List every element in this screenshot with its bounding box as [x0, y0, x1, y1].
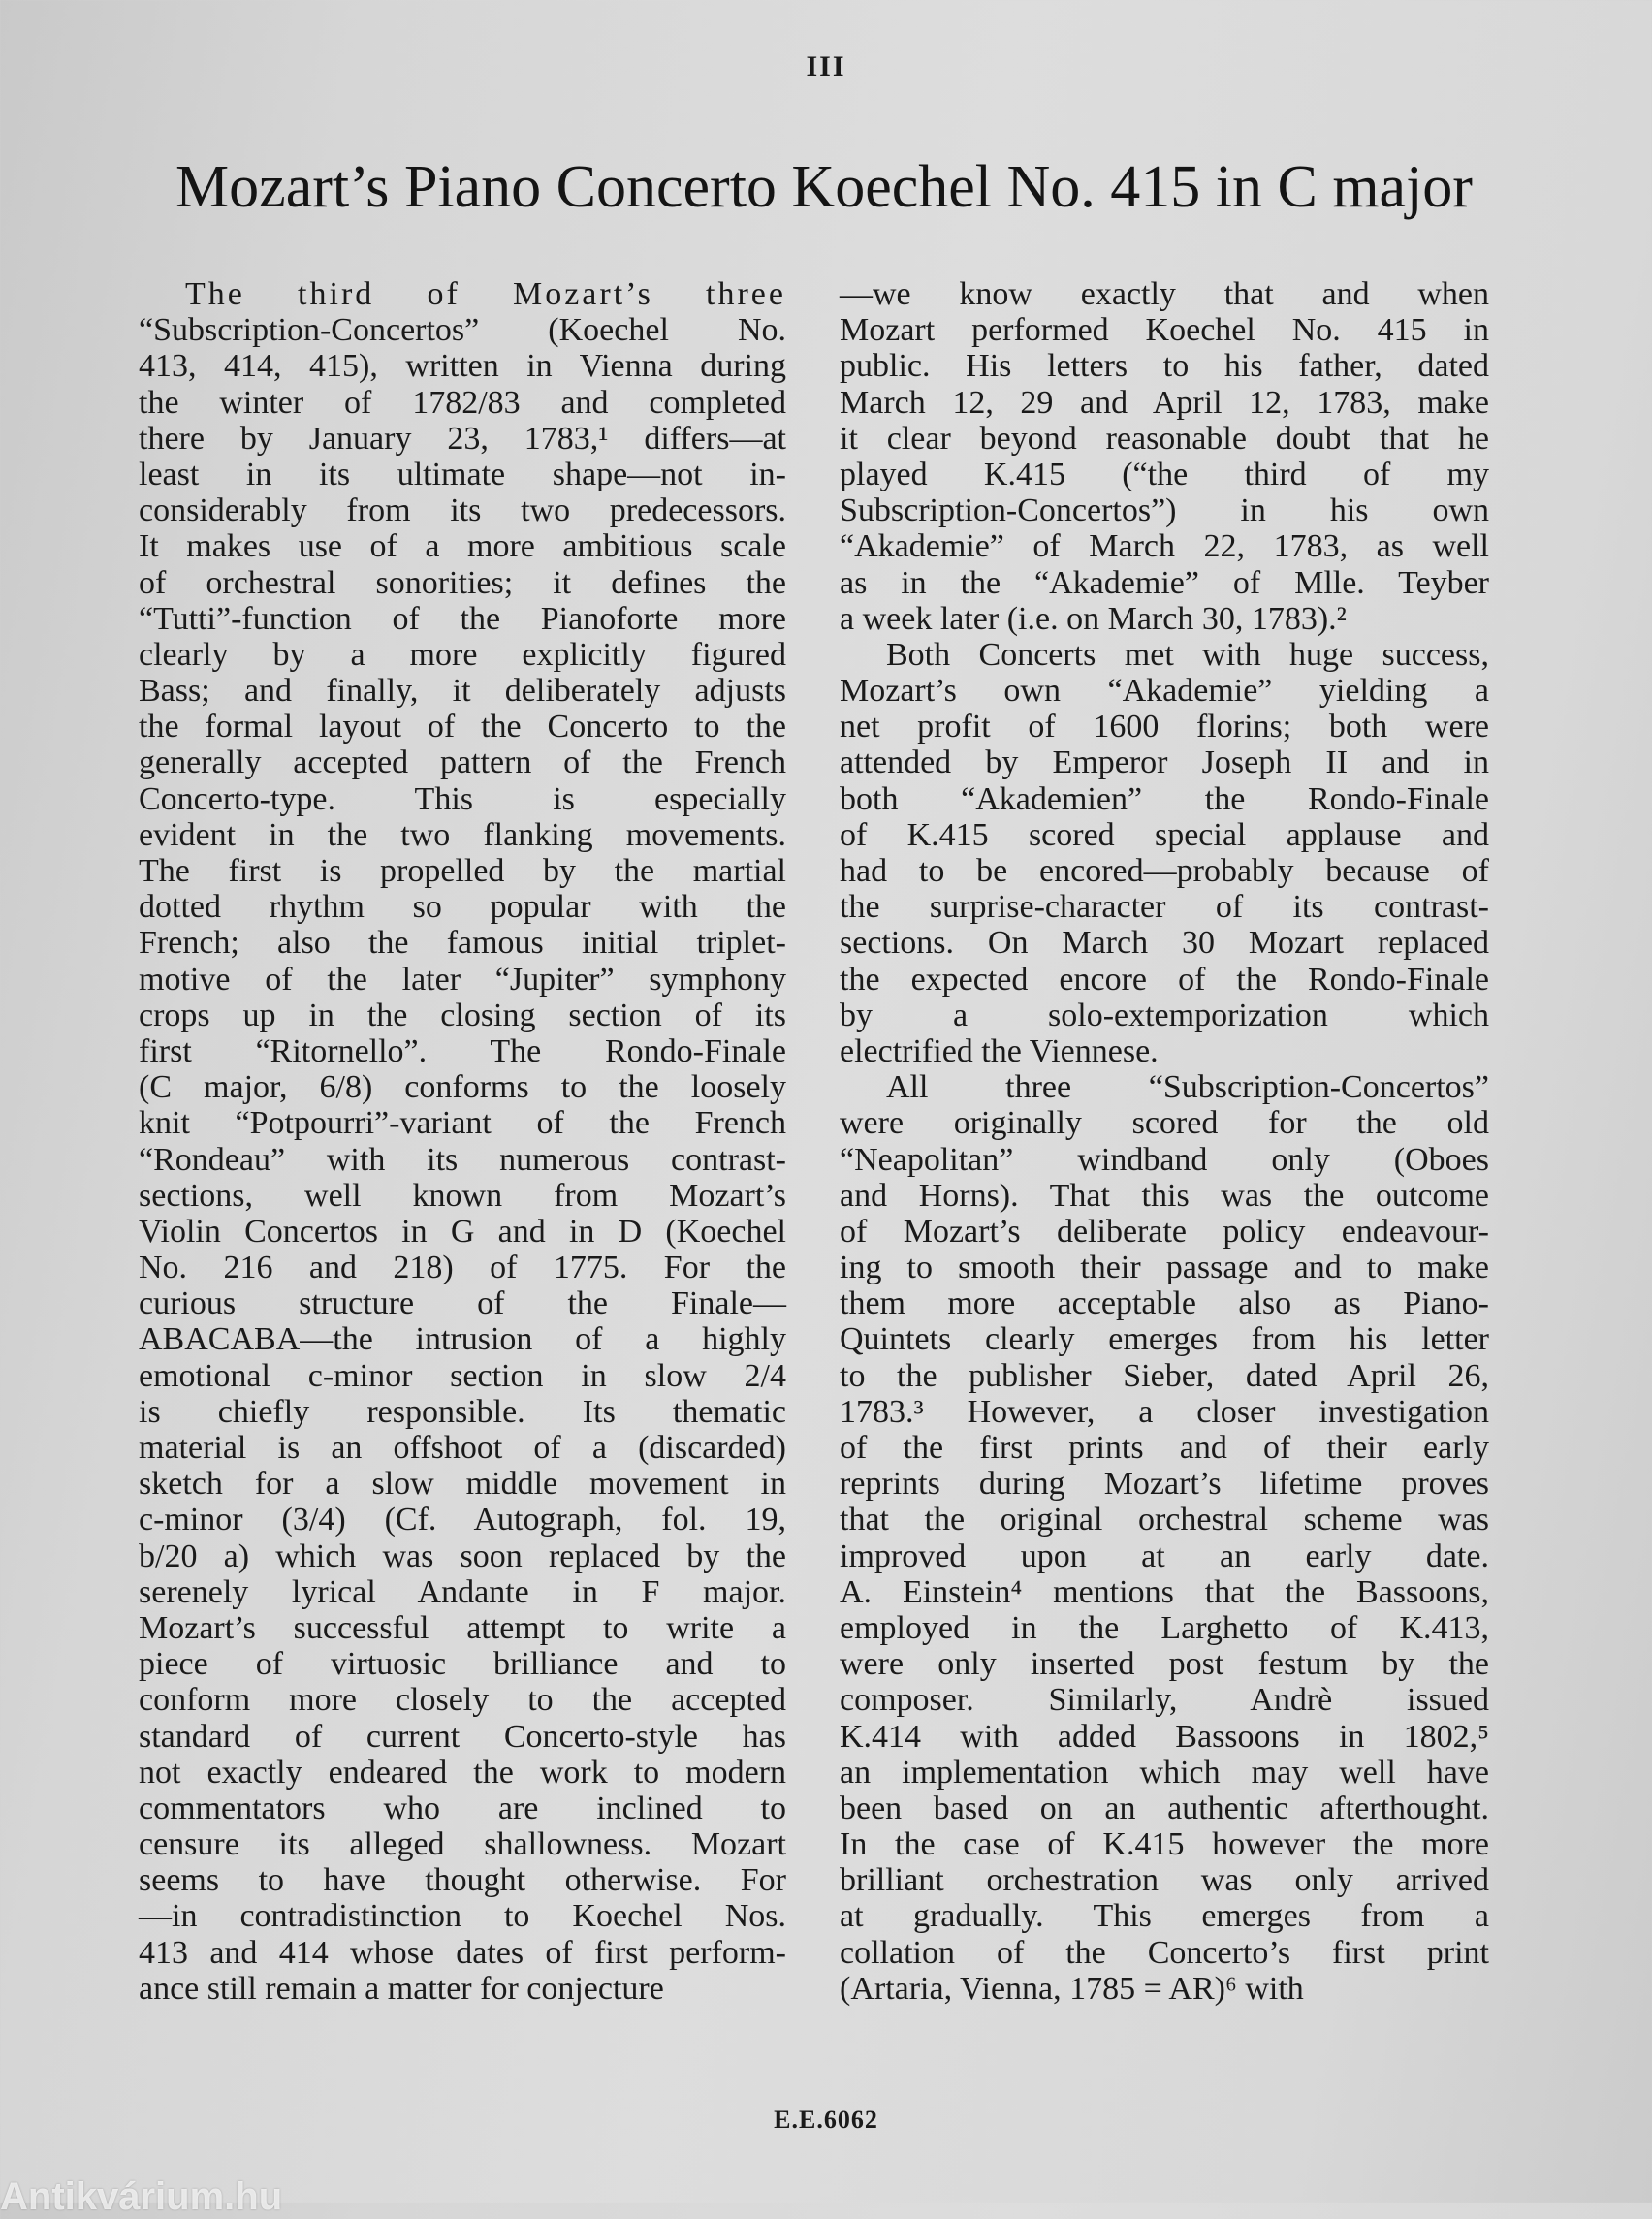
text-line: standard of current Concerto-style has — [139, 1718, 786, 1755]
text-line: them more acceptable also as Piano- — [840, 1285, 1489, 1322]
text-line: “Subscription-Concertos” (Koechel No. — [139, 312, 786, 349]
text-line: curious structure of the Finale— — [139, 1285, 786, 1322]
footer-catalog-number: E.E.6062 — [774, 2106, 878, 2134]
text-line: sections, well known from Mozart’s — [139, 1177, 786, 1214]
text-line: and Horns). That this was the outcome — [840, 1177, 1489, 1214]
text-line: that the original orchestral scheme was — [840, 1502, 1489, 1538]
text-line: seems to have thought otherwise. For — [139, 1862, 786, 1899]
text-line: by a solo-extemporization which — [840, 997, 1489, 1033]
text-line: not exactly endeared the work to modern — [139, 1754, 786, 1791]
text-line: of orchestral sonorities; it defines the — [139, 564, 786, 601]
text-line: is chiefly responsible. Its thematic — [139, 1393, 786, 1430]
text-line: piece of virtuosic brilliance and to — [139, 1646, 786, 1683]
right-column — [840, 276, 1489, 2007]
text-line: public. His letters to his father, dated — [840, 348, 1489, 385]
text-line: ing to smooth their passage and to make — [840, 1250, 1489, 1286]
text-line: Violin Concertos in G and in D (Koechel — [139, 1213, 786, 1250]
text-line: generally accepted pattern of the French — [139, 745, 786, 781]
text-line: (Artaria, Vienna, 1785 = AR)⁶ with — [840, 1970, 1304, 2007]
text-line: crops up in the closing section of its — [139, 997, 786, 1033]
text-line: were only inserted post festum by the — [840, 1646, 1489, 1683]
text-line: collation of the Concerto’s first print — [840, 1934, 1489, 1971]
text-line: electrified the Viennese. — [840, 1032, 1159, 1069]
text-line: the surprise-character of its contrast- — [840, 889, 1489, 926]
text-line: brilliant orchestration was only arrived — [840, 1862, 1489, 1899]
text-line: net profit of 1600 florins; both were — [840, 709, 1489, 745]
text-line: first “Ritornello”. The Rondo-Finale — [139, 1032, 786, 1069]
text-line: conform more closely to the accepted — [139, 1682, 786, 1719]
text-line: “Tutti”-function of the Pianoforte more — [139, 600, 786, 637]
text-line: evident in the two flanking movements. — [139, 816, 786, 853]
text-line: reprints during Mozart’s lifetime proves — [840, 1466, 1489, 1503]
text-line: French; also the famous initial triplet- — [139, 925, 786, 962]
text-line: of the first prints and of their early — [840, 1430, 1489, 1466]
page-title: Mozart’s Piano Concerto Koechel No. 415 in C major — [175, 154, 1473, 220]
text-line: material is an offshoot of a (discarded) — [139, 1430, 786, 1466]
text-line: clearly by a more explicitly figured — [139, 636, 786, 673]
text-line: —in contradistinction to Koechel Nos. — [139, 1898, 786, 1935]
text-line: a week later (i.e. on March 30, 1783).² — [840, 600, 1347, 637]
text-line: the expected encore of the Rondo-Finale — [840, 961, 1489, 998]
text-line: Quintets clearly emerges from his letter — [840, 1321, 1489, 1358]
text-line: it clear beyond reasonable doubt that he — [840, 420, 1489, 457]
text-line: Subscription-Concertos”) in his own — [840, 492, 1489, 529]
text-line: The first is propelled by the martial — [139, 853, 786, 889]
text-line: “Neapolitan” windband only (Oboes — [840, 1141, 1489, 1178]
text-line: been based on an authentic afterthought. — [840, 1790, 1489, 1826]
text-line: March 12, 29 and April 12, 1783, make — [840, 384, 1489, 421]
text-line: motive of the later “Jupiter” symphony — [139, 961, 786, 998]
text-line: had to be encored—probably because of — [840, 853, 1489, 889]
text-line: sections. On March 30 Mozart replaced — [840, 925, 1489, 962]
text-line: Bass; and finally, it deliberately adjusts — [139, 673, 786, 710]
text-line: employed in the Larghetto of K.413, — [840, 1609, 1489, 1646]
text-line: to the publisher Sieber, dated April 26, — [840, 1357, 1489, 1394]
text-line: It makes use of a more ambitious scale — [139, 528, 786, 565]
text-line: b/20 a) which was soon replaced by the — [139, 1537, 786, 1574]
text-line: “Akademie” of March 22, 1783, as well — [840, 528, 1489, 565]
text-line: considerably from its two predecessors. — [139, 492, 786, 529]
page-number: III — [806, 50, 846, 82]
text-line: the winter of 1782/83 and completed — [139, 384, 786, 421]
text-line: ABACABA—the intrusion of a highly — [139, 1321, 786, 1358]
text-line: 413, 414, 415), written in Vienna during — [139, 348, 786, 385]
text-line: —we know exactly that and when — [840, 276, 1489, 312]
text-line: the formal layout of the Concerto to the — [139, 709, 786, 745]
text-line: improved upon at an early date. — [840, 1537, 1489, 1574]
text-line: 413 and 414 whose dates of first perform- — [139, 1934, 786, 1971]
text-line: Mozart’s successful attempt to write a — [139, 1609, 786, 1646]
text-line: sketch for a slow middle movement in — [139, 1466, 786, 1503]
text-line: an implementation which may well have — [840, 1754, 1489, 1791]
text-line: of K.415 scored special applause and — [840, 816, 1489, 853]
text-line: Concerto-type. This is especially — [139, 780, 786, 817]
text-line: serenely lyrical Andante in F major. — [139, 1573, 786, 1610]
text-line: there by January 23, 1783,¹ differs—at — [139, 420, 786, 457]
text-line: A. Einstein⁴ mentions that the Bassoons, — [840, 1573, 1489, 1610]
left-column — [139, 276, 786, 2007]
text-line: c-minor (3/4) (Cf. Autograph, fol. 19, — [139, 1502, 786, 1538]
text-line: ance still remain a matter for conjecture — [139, 1970, 664, 2007]
text-line: commentators who are inclined to — [139, 1790, 786, 1826]
text-line: knit “Potpourri”-variant of the French — [139, 1105, 786, 1142]
text-line: All three “Subscription-Concertos” — [886, 1069, 1489, 1106]
text-line: played K.415 (“the third of my — [840, 456, 1489, 492]
watermark: Antikvárium.hu — [0, 2175, 283, 2218]
text-line: Both Concerts met with huge success, — [886, 636, 1489, 673]
text-line: least in its ultimate shape—not in- — [139, 456, 786, 492]
text-line: at gradually. This emerges from a — [840, 1898, 1489, 1935]
text-line: Mozart performed Koechel No. 415 in — [840, 312, 1489, 349]
text-line: both “Akademien” the Rondo-Finale — [840, 780, 1489, 817]
text-line: as in the “Akademie” of Mlle. Teyber — [840, 564, 1489, 601]
text-line: of Mozart’s deliberate policy endeavour- — [840, 1213, 1489, 1250]
text-line: K.414 with added Bassoons in 1802,⁵ — [840, 1718, 1489, 1755]
text-line: (C major, 6/8) conforms to the loosely — [139, 1069, 786, 1106]
text-line: “Rondeau” with its numerous contrast- — [139, 1141, 786, 1178]
text-line: attended by Emperor Joseph II and in — [840, 745, 1489, 781]
text-line: were originally scored for the old — [840, 1105, 1489, 1142]
text-line: dotted rhythm so popular with the — [139, 889, 786, 926]
text-line: composer. Similarly, Andrè issued — [840, 1682, 1489, 1719]
text-line: In the case of K.415 however the more — [840, 1826, 1489, 1863]
text-line: No. 216 and 218) of 1775. For the — [139, 1250, 786, 1286]
text-line: Mozart’s own “Akademie” yielding a — [840, 673, 1489, 710]
text-line: 1783.³ However, a closer investigation — [840, 1393, 1489, 1430]
text-line: The third of Mozart’s three — [185, 276, 786, 312]
text-line: censure its alleged shallowness. Mozart — [139, 1826, 786, 1863]
text-line: emotional c-minor section in slow 2/4 — [139, 1357, 786, 1394]
